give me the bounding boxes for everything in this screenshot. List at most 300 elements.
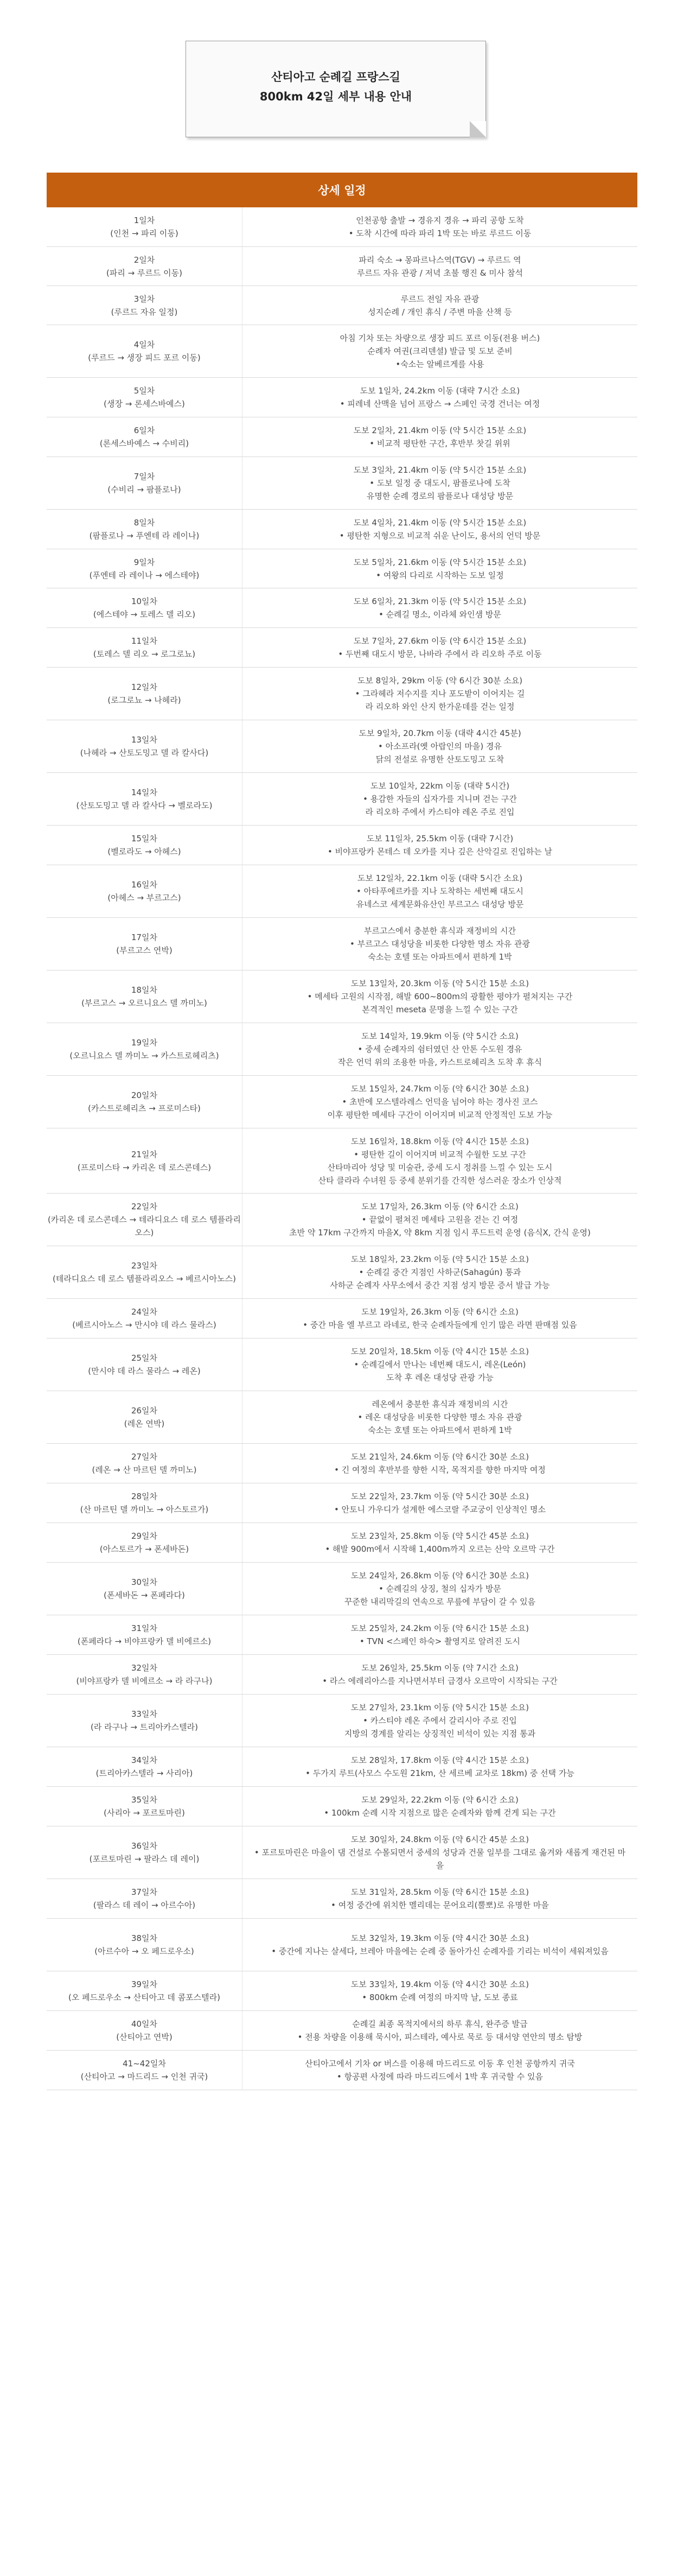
day-cell (47, 1695, 242, 1747)
day-cell (47, 1076, 242, 1128)
day-label: 9일차 (133, 557, 155, 567)
schedule-table (47, 173, 637, 2090)
description-line: 사하군 순례자 사무소에서 중간 지점 성지 방문 증서 발급 가능 (330, 1280, 550, 1290)
description-cell (242, 773, 637, 825)
description-line: 부르고스에서 충분한 휴식과 재정비의 시간 (364, 926, 516, 936)
day-cell (47, 1971, 242, 2010)
day-label: 13일차 (131, 735, 158, 745)
description-cell (242, 1787, 637, 1826)
description-line: 도보 33일차, 19.4km 이동 (약 4시간 30분 소요) (350, 1979, 529, 1989)
description-cell (242, 1076, 637, 1128)
day-label: 24일차 (131, 1307, 158, 1317)
description-line: 꾸준한 내리막길의 연속으로 무릎에 부담이 갈 수 있음 (344, 1597, 536, 1607)
description-line: • 두번째 대도시 방문, 나바라 주에서 라 리오하 주로 이동 (338, 649, 542, 659)
description-line: 도보 27일차, 23.1km 이동 (약 5시간 15분 소요) (350, 1703, 529, 1712)
description-line: • 순례길 명소, 이라체 와인샘 방문 (379, 610, 501, 619)
description-line: • 부르고스 대성당을 비롯한 다양한 명소 자유 관광 (349, 939, 530, 949)
description-line: • 해발 900m에서 시작해 1,400m까지 오르는 산악 오르막 구간 (325, 1544, 555, 1554)
route-label: (아헤스 → 부르고스) (107, 893, 181, 903)
day-label: 4일차 (133, 340, 155, 350)
day-label: 14일차 (131, 788, 158, 797)
description-line: 루르드 전일 자유 관광 (400, 294, 480, 304)
description-cell (242, 1655, 637, 1694)
description-line: • 안토니 가우디가 설계한 에스코랄 주교궁이 인상적인 명소 (334, 1505, 546, 1514)
description-line: • 여정 중간에 위치한 멜리데는 문어요리(뿔뽀)로 유명한 마을 (331, 1900, 549, 1910)
route-label: (팔라스 데 레이 → 아르수아) (93, 1900, 196, 1910)
description-line: • 순례길에서 만나는 네번째 대도시, 레온(León) (354, 1360, 526, 1369)
route-label: (부르고스 → 오르니요스 델 까미노) (81, 998, 207, 1008)
description-line: • 비야프랑카 몬테스 데 오카를 지나 깊은 산악길로 진입하는 날 (327, 847, 552, 856)
table-row (47, 720, 637, 773)
day-label: 10일차 (131, 597, 158, 606)
table-row (47, 668, 637, 720)
table-row (47, 325, 637, 378)
table-row (47, 1338, 637, 1391)
day-cell (47, 1194, 242, 1246)
description-line: 도보 28일차, 17.8km 이동 (약 4시간 15분 소요) (350, 1755, 529, 1765)
description-line: • 중간에 지나는 살세다, 브레아 마을에는 순례 중 돌아가신 순례자를 기리는 비석이 세워져있음 (271, 1946, 609, 1956)
description-cell (242, 1695, 637, 1747)
description-line: 도보 17일차, 26.3km 이동 (약 6시간 소요) (361, 1202, 519, 1211)
description-cell (242, 1826, 637, 1879)
day-cell (47, 1826, 242, 1879)
description-line: • 두가지 루트(사모스 수도원 21km, 산 세르베 교차로 18km) 중 선택 가능 (305, 1768, 574, 1778)
table-row (47, 510, 637, 549)
description-line: • 초반에 모스텔라레스 언덕을 넘어야 하는 경사진 코스 (342, 1097, 538, 1107)
route-label: (라 라구나 → 트리아카스텔라) (91, 1722, 198, 1732)
description-cell (242, 378, 637, 417)
table-row (47, 1128, 637, 1194)
day-cell (47, 1246, 242, 1298)
description-line: 산티아고에서 기차 or 버스를 이용해 마드리드로 이동 후 인천 공항까지 귀국 (305, 2059, 575, 2069)
description-line: 도보 18일차, 23.2km 이동 (약 5시간 15분 소요) (350, 1254, 529, 1264)
description-line: 도보 25일차, 24.2km 이동 (약 6시간 15분 소요) (350, 1623, 529, 1633)
description-cell (242, 918, 637, 970)
description-cell (242, 1483, 637, 1522)
description-line: 라 리오하 와인 산지 한가운데를 걷는 일정 (365, 702, 515, 712)
route-label: (카리온 데 로스콘데스 → 테라디요스 데 로스 템플라리오스) (47, 1215, 241, 1238)
day-cell (47, 325, 242, 377)
day-label: 40일차 (131, 2019, 158, 2029)
table-row (47, 1747, 637, 1787)
description-line: 도착 후 레온 대성당 관광 가능 (386, 1373, 494, 1382)
description-line: 도보 6일차, 21.3km 이동 (약 5시간 15분 소요) (353, 597, 527, 606)
description-line: • 아소프라(옛 아랍인의 마을) 경유 (378, 741, 502, 751)
day-cell (47, 1523, 242, 1562)
description-cell (242, 1879, 637, 1918)
table-row (47, 1194, 637, 1246)
day-cell (47, 2051, 242, 2090)
day-cell (47, 1615, 242, 1654)
description-line: • 피레네 산맥을 넘어 프랑스 → 스페인 국경 건너는 여정 (340, 399, 540, 409)
day-cell (47, 1563, 242, 1615)
description-cell (242, 865, 637, 917)
description-line: • 라스 에레리아스를 지나면서부터 급경사 오르막이 시작되는 구간 (322, 1676, 558, 1686)
day-label: 12일차 (131, 682, 158, 692)
page-subtitle: 800km 42일 세부 내용 안내 (259, 90, 412, 103)
description-cell (242, 1246, 637, 1298)
day-cell (47, 1879, 242, 1918)
table-row (47, 417, 637, 457)
description-cell (242, 1523, 637, 1562)
day-cell (47, 668, 242, 720)
description-line: 도보 5일차, 21.6km 이동 (약 5시간 15분 소요) (353, 557, 527, 567)
day-cell (47, 1787, 242, 1826)
route-label: (베르시아노스 → 만시야 데 라스 물라스) (72, 1320, 216, 1330)
description-line: 유명한 순례 경로의 팜플로나 대성당 방문 (366, 491, 514, 501)
day-cell (47, 549, 242, 588)
description-line: 도보 15일차, 24.7km 이동 (약 6시간 30분 소요) (350, 1084, 529, 1094)
description-cell (242, 2011, 637, 2050)
description-cell (242, 1747, 637, 1786)
route-label: (사리아 → 포르토마린) (104, 1808, 185, 1818)
description-cell (242, 549, 637, 588)
description-cell (242, 628, 637, 667)
description-line: • 포르토마린은 마을이 댐 건설로 수몰되면서 중세의 성당과 건물 일부를 그대로 옮겨와 새롭게 재건된 마을 (254, 1848, 626, 1870)
page-title: 산티아고 순례길 프랑스길 (271, 71, 400, 84)
table-row (47, 1879, 637, 1919)
route-label: (오르니요스 델 까미노 → 카스트로헤리츠) (69, 1051, 219, 1061)
route-label: (로그로뇨 → 나헤라) (107, 695, 181, 705)
description-line: • 용감한 자들의 십자가를 지니며 걷는 구간 (363, 794, 517, 804)
day-label: 23일차 (131, 1261, 158, 1271)
route-label: (생장 → 론세스바예스) (104, 399, 185, 409)
table-row (47, 378, 637, 417)
day-label: 3일차 (133, 294, 155, 304)
route-label: (오 페드로우소 → 산티아고 데 콤포스텔라) (68, 1993, 220, 2002)
day-label: 5일차 (133, 386, 155, 396)
table-row (47, 1076, 637, 1128)
table-row (47, 970, 637, 1023)
table-row (47, 457, 637, 510)
day-label: 28일차 (131, 1492, 158, 1501)
table-row (47, 1299, 637, 1338)
description-line: 산타 클라라 수녀원 등 중세 분위기를 간직한 성스러운 장소가 인상적 (318, 1175, 562, 1185)
description-cell (242, 1391, 637, 1443)
description-line: 도보 9일차, 20.7km 이동 (대략 4시간 45분) (359, 728, 521, 738)
route-label: (론세스바예스 → 수비리) (99, 439, 189, 448)
day-cell (47, 773, 242, 825)
day-cell (47, 286, 242, 325)
route-label: (파리 → 루르드 이동) (106, 268, 182, 278)
description-line: 도보 16일차, 18.8km 이동 (약 4시간 15분 소요) (350, 1136, 529, 1146)
route-label: (산 마르틴 델 까미노 → 아스토르가) (80, 1505, 209, 1514)
day-label: 36일차 (131, 1841, 158, 1851)
day-cell (47, 1444, 242, 1483)
route-label: (폰세바돈 → 폰페라다) (104, 1590, 185, 1600)
day-label: 19일차 (131, 1038, 158, 1048)
description-cell (242, 1023, 637, 1075)
description-line: 도보 3일차, 21.4km 이동 (약 5시간 15분 소요) (353, 465, 527, 475)
route-label: (아르수아 → 오 페드로우소) (94, 1946, 194, 1956)
route-label: (레온 연박) (124, 1419, 165, 1429)
description-line: 도보 29일차, 22.2km 이동 (약 6시간 소요) (361, 1795, 519, 1805)
description-cell (242, 207, 637, 246)
day-cell (47, 865, 242, 917)
description-line: • 여왕의 다리로 시작하는 도보 일정 (376, 570, 504, 580)
description-line: 인천공항 출발 → 경유지 경유 → 파리 공항 도착 (356, 215, 524, 225)
day-label: 41~42일차 (123, 2059, 166, 2069)
description-line: 도보 31일차, 28.5km 이동 (약 6시간 15분 소요) (350, 1887, 529, 1897)
description-cell (242, 1919, 637, 1971)
description-cell (242, 668, 637, 720)
description-cell (242, 970, 637, 1023)
route-label: (푸엔테 라 레이나 → 에스테야) (89, 570, 200, 580)
day-cell (47, 720, 242, 772)
day-label: 1일차 (133, 215, 155, 225)
table-row (47, 918, 637, 970)
day-cell (47, 628, 242, 667)
route-label: (루르드 자유 일정) (111, 307, 178, 317)
table-row (47, 1246, 637, 1299)
description-cell (242, 1563, 637, 1615)
description-line: 도보 12일차, 22.1km 이동 (대략 5시간 소요) (357, 873, 523, 883)
day-cell (47, 247, 242, 285)
description-line: 도보 7일차, 27.6km 이동 (약 6시간 15분 소요) (353, 636, 527, 646)
description-line: • 긴 여정의 후반부를 향한 시작, 목적지를 향한 마지막 여정 (334, 1465, 546, 1475)
table-row (47, 1444, 637, 1483)
day-cell (47, 2011, 242, 2050)
description-line: 지방의 경계를 알리는 상징적인 비석이 있는 지점 통과 (344, 1729, 536, 1739)
day-label: 37일차 (131, 1887, 158, 1897)
page-fold-corner (470, 121, 486, 137)
description-cell (242, 286, 637, 325)
description-line: 도보 8일차, 29km 이동 (약 6시간 30분 소요) (357, 676, 523, 686)
description-cell (242, 1128, 637, 1193)
description-line: 순례자 여권(크리덴셜) 발급 및 도보 준비 (367, 346, 513, 356)
table-row (47, 1023, 637, 1076)
day-cell (47, 970, 242, 1023)
day-cell (47, 588, 242, 627)
table-row (47, 826, 637, 865)
route-label: (벨로라도 → 아헤스) (107, 847, 181, 856)
description-line: • 비교적 평탄한 구간, 후반부 찻길 위위 (369, 439, 510, 448)
route-label: (테라디요스 데 로스 템플라리오스 → 베르시아노스) (53, 1274, 236, 1284)
day-label: 27일차 (131, 1452, 158, 1462)
table-row (47, 1655, 637, 1695)
route-label: (레온 → 산 마르틴 델 까미노) (92, 1465, 197, 1475)
route-label: (포르토마린 → 팔라스 데 레이) (89, 1854, 200, 1864)
description-cell (242, 826, 637, 865)
description-line: 도보 22일차, 23.7km 이동 (약 5시간 30분 소요) (350, 1492, 529, 1501)
description-line: 숙소는 호텔 또는 아파트에서 편하게 1박 (368, 952, 512, 962)
description-line: •숙소는 알베르게를 사용 (395, 359, 484, 369)
description-line: 도보 23일차, 25.8km 이동 (약 5시간 45분 소요) (350, 1531, 529, 1541)
table-row (47, 1919, 637, 1971)
day-label: 35일차 (131, 1795, 158, 1805)
description-line: 숙소는 호텔 또는 아파트에서 편하게 1박 (368, 1425, 512, 1435)
day-label: 8일차 (133, 518, 155, 528)
day-cell (47, 1338, 242, 1391)
description-cell (242, 1971, 637, 2010)
table-row (47, 207, 637, 247)
route-label: (수비리 → 팜플로나) (107, 485, 181, 494)
description-line: 작은 언덕 위의 조용한 마을, 카스트로헤리츠 도착 후 휴식 (337, 1057, 542, 1067)
description-cell (242, 457, 637, 509)
description-line: • 중간 마을 엘 부르고 라네로, 한국 순례자들에게 인기 많은 라면 판매점 있음 (303, 1320, 577, 1330)
description-line: 도보 11일차, 25.5km 이동 (대략 7시간) (366, 834, 514, 843)
day-cell (47, 510, 242, 549)
route-label: (토레스 델 리오 → 로그로뇨) (93, 649, 196, 659)
schedule-rows (47, 207, 637, 2090)
day-label: 30일차 (131, 1577, 158, 1587)
description-cell (242, 1615, 637, 1654)
table-row (47, 247, 637, 286)
route-label: (에스테야 → 토레스 델 리오) (93, 610, 196, 619)
table-row (47, 588, 637, 628)
title-area (0, 0, 684, 174)
description-line: 도보 13일차, 20.3km 이동 (약 5시간 15분 소요) (350, 979, 529, 988)
title-card (186, 41, 486, 137)
description-line: • 레온 대성당을 비롯한 다양한 명소 자유 관광 (357, 1412, 522, 1422)
description-line: • 메세타 고원의 시작점, 해발 600~800m의 광활한 평야가 펼쳐지는 구간 (307, 992, 573, 1001)
table-header: 상세 일정 (47, 173, 637, 207)
description-line: • 중세 순례자의 쉼터였던 산 안톤 수도원 경유 (357, 1044, 522, 1054)
description-line: 루르드 자유 관광 / 저녁 초불 행진 & 미사 참석 (357, 268, 523, 278)
day-label: 25일차 (131, 1353, 158, 1363)
description-line: 성지순례 / 개인 휴식 / 주변 마을 산책 등 (368, 307, 512, 317)
table-row (47, 1391, 637, 1444)
day-label: 26일차 (131, 1406, 158, 1416)
route-label: (산토도밍고 델 라 칼사다 → 벨로라도) (76, 801, 213, 810)
description-line: • 800km 순례 여정의 마지막 날, 도보 종료 (362, 1993, 518, 2002)
description-line: • 평탄한 지형으로 비교적 쉬운 난이도, 용서의 언덕 방문 (339, 531, 541, 541)
route-label: (비야프랑카 델 비에르소 → 라 라구나) (76, 1676, 213, 1686)
description-cell (242, 1299, 637, 1338)
day-cell (47, 417, 242, 456)
description-line: • 100km 순례 시작 지점으로 많은 순례자와 함께 걷게 되는 구간 (324, 1808, 556, 1818)
description-line: 도보 1일차, 24.2km 이동 (대략 7시간 소요) (360, 386, 520, 396)
description-line: • 도보 일정 중 대도시, 팜플로나에 도착 (369, 478, 510, 488)
description-cell (242, 510, 637, 549)
day-label: 38일차 (131, 1933, 158, 1943)
description-line: 본격적인 meseta 문명을 느낄 수 있는 구간 (362, 1005, 518, 1014)
day-label: 33일차 (131, 1709, 158, 1719)
table-row (47, 865, 637, 918)
day-cell (47, 1128, 242, 1193)
table-row (47, 2051, 637, 2090)
route-label: (카스트로헤리츠 → 프로미스타) (88, 1103, 201, 1113)
description-cell (242, 720, 637, 772)
description-line: 산타마리아 성당 및 미술관, 중세 도시 정취를 느낄 수 있는 도시 (327, 1162, 553, 1172)
description-line: 파리 숙소 → 몽파르나스역(TGV) → 루르드 역 (359, 255, 521, 265)
day-cell (47, 1655, 242, 1694)
description-line: 도보 24일차, 26.8km 이동 (약 6시간 30분 소요) (350, 1571, 529, 1581)
route-label: (팜플로나 → 푸엔테 라 레이나) (89, 531, 200, 541)
description-line: • 평탄한 길이 이어지며 비교적 수월한 도보 구간 (354, 1149, 526, 1159)
day-label: 18일차 (131, 985, 158, 995)
route-label: (루르드 → 생장 피드 포르 이동) (88, 353, 201, 363)
description-cell (242, 1444, 637, 1483)
description-line: 아침 기차 또는 차량으로 생장 피드 포르 이동(전용 버스) (340, 333, 540, 343)
day-label: 32일차 (131, 1663, 158, 1673)
day-label: 17일차 (131, 932, 158, 942)
description-line: 도보 2일차, 21.4km 이동 (약 5시간 15분 소요) (353, 426, 527, 435)
day-cell (47, 207, 242, 246)
day-cell (47, 1747, 242, 1786)
table-row (47, 1615, 637, 1655)
description-line: • 끝없이 펼쳐진 메세타 고원을 걷는 긴 여정 (361, 1215, 519, 1224)
day-label: 2일차 (133, 255, 155, 265)
table-row (47, 1483, 637, 1523)
table-row (47, 773, 637, 826)
table-row (47, 1523, 637, 1563)
description-cell (242, 1338, 637, 1391)
description-line: 닭의 전설로 유명한 산토도밍고 도착 (375, 754, 504, 764)
description-line: 도보 30일차, 24.8km 이동 (약 6시간 45분 소요) (350, 1835, 529, 1844)
table-row (47, 1971, 637, 2011)
route-label: (폰페라다 → 비야프랑카 델 비에르소) (77, 1636, 212, 1646)
day-cell (47, 1299, 242, 1338)
description-line: 이후 평탄한 메세타 구간이 이어지며 비교적 안정적인 도보 가능 (327, 1110, 553, 1120)
description-line: 도보 21일차, 24.6km 이동 (약 6시간 30분 소요) (350, 1452, 529, 1462)
day-label: 34일차 (131, 1755, 158, 1765)
route-label: (나헤라 → 산토도밍고 델 라 칼사다) (80, 748, 209, 758)
route-label: (부르고스 연박) (116, 946, 172, 955)
description-line: • 그라헤라 저수지를 지나 포도밭이 이어지는 길 (355, 689, 525, 699)
description-line: 도보 19일차, 26.3km 이동 (약 6시간 소요) (361, 1307, 519, 1317)
description-line: 라 리오하 주에서 카스티야 레온 주로 진입 (365, 807, 515, 817)
day-label: 29일차 (131, 1531, 158, 1541)
table-row (47, 1787, 637, 1826)
day-cell (47, 378, 242, 417)
description-line: • 도착 시간에 따라 파리 1박 또는 바로 루르드 이동 (348, 229, 532, 238)
day-label: 31일차 (131, 1623, 158, 1633)
description-cell (242, 417, 637, 456)
day-label: 39일차 (131, 1979, 158, 1989)
description-line: 도보 10일차, 22km 이동 (대략 5시간) (370, 781, 510, 791)
description-line: 도보 20일차, 18.5km 이동 (약 4시간 15분 소요) (350, 1347, 529, 1356)
table-row (47, 2011, 637, 2051)
description-cell (242, 2051, 637, 2090)
day-label: 7일차 (133, 472, 155, 481)
table-row (47, 549, 637, 588)
description-line: • TVN <스페인 하숙> 촬영지로 알려진 도시 (359, 1636, 521, 1646)
description-line: • 순례길 중간 지점인 사하군(Sahagún) 통과 (359, 1267, 521, 1277)
description-cell (242, 247, 637, 285)
day-cell (47, 918, 242, 970)
description-line: • 순례길의 상징, 철의 십자가 방문 (379, 1584, 501, 1594)
day-cell (47, 1919, 242, 1971)
route-label: (인천 → 파리 이동) (110, 229, 178, 238)
description-line: • 카스티야 레온 주에서 갈리시아 주로 진입 (363, 1716, 517, 1725)
description-line: • 아타푸에르카를 지나 도착하는 세번째 대도시 (356, 886, 523, 896)
day-label: 11일차 (131, 636, 158, 646)
day-cell (47, 1391, 242, 1443)
day-label: 15일차 (131, 834, 158, 843)
description-line: 레온에서 충분한 휴식과 재정비의 시간 (372, 1399, 508, 1409)
day-cell (47, 457, 242, 509)
day-label: 20일차 (131, 1090, 158, 1100)
day-label: 22일차 (131, 1202, 158, 1211)
table-row (47, 628, 637, 668)
description-cell (242, 325, 637, 377)
table-row (47, 1826, 637, 1879)
day-label: 6일차 (133, 426, 155, 435)
description-line: 도보 14일차, 19.9km 이동 (약 5시간 소요) (361, 1031, 519, 1041)
day-label: 16일차 (131, 880, 158, 890)
description-line: 도보 4일차, 21.4km 이동 (약 5시간 15분 소요) (353, 518, 527, 528)
route-label: (프로미스타 → 카리온 데 로스콘데스) (77, 1162, 212, 1172)
route-label: (만시야 데 라스 물라스 → 레온) (88, 1366, 201, 1376)
table-row (47, 286, 637, 325)
route-label: (아스토르가 → 폰세바돈) (99, 1544, 189, 1554)
day-cell (47, 826, 242, 865)
description-line: 도보 26일차, 25.5km 이동 (약 7시간 소요) (361, 1663, 519, 1673)
route-label: (산티아고 연박) (116, 2032, 172, 2042)
table-row (47, 1695, 637, 1747)
description-line: 순례길 최종 목적지에서의 하루 휴식, 완주증 발급 (352, 2019, 528, 2029)
